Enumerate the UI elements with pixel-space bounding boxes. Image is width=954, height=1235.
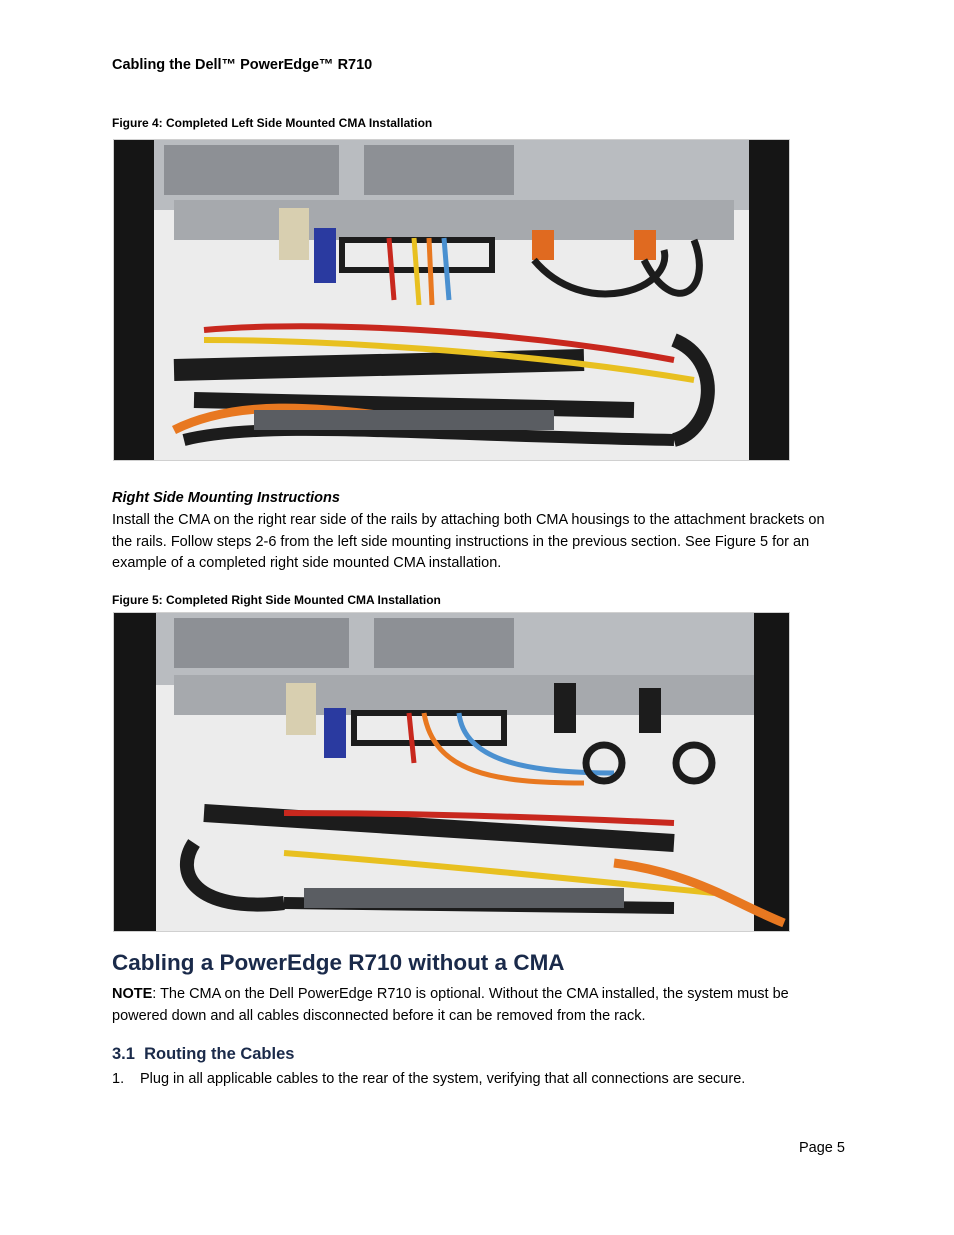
figure-4-caption: Figure 4: Completed Left Side Mounted CMA Installation <box>112 116 433 130</box>
right-side-heading: Right Side Mounting Instructions <box>112 490 340 506</box>
note-text: : The CMA on the Dell PowerEdge R710 is optional. Without the CMA installed, the system must be powered down and all cables disconnected before it can be removed from the rack. <box>112 986 789 1024</box>
figure-5-photo <box>113 612 790 932</box>
subsection-number: 3.1 <box>112 1045 135 1063</box>
subsection-heading <box>112 1045 294 1064</box>
right-side-body: Install the CMA on the right rear side of the rails by attaching both CMA housings to the attachment brackets on the rails. Follow steps 2-6 from the left side mounting instructions in the previous section. See Figure 5 for an example of a completed right side mounted CMA installation. <box>112 512 825 572</box>
list-item-text: Plug in all applicable cables to the rear of the system, verifying that all connections are secure. <box>140 1071 746 1087</box>
right-cma-installation-image <box>114 613 789 931</box>
left-cma-installation-image <box>114 140 789 460</box>
figure-4-photo <box>113 139 790 461</box>
document-header-title: Cabling the Dell™ PowerEdge™ R710 <box>112 57 373 73</box>
page-number: Page 5 <box>799 1140 845 1156</box>
list-item <box>112 1069 745 1090</box>
subsection-title: Routing the Cables <box>144 1045 295 1063</box>
figure-5-caption: Figure 5: Completed Right Side Mounted CMA Installation <box>112 593 441 607</box>
note-paragraph <box>112 984 842 1027</box>
list-item-number: 1. <box>112 1071 125 1087</box>
note-label: NOTE <box>112 986 153 1002</box>
section-title: Cabling a PowerEdge R710 without a CMA <box>112 950 565 975</box>
